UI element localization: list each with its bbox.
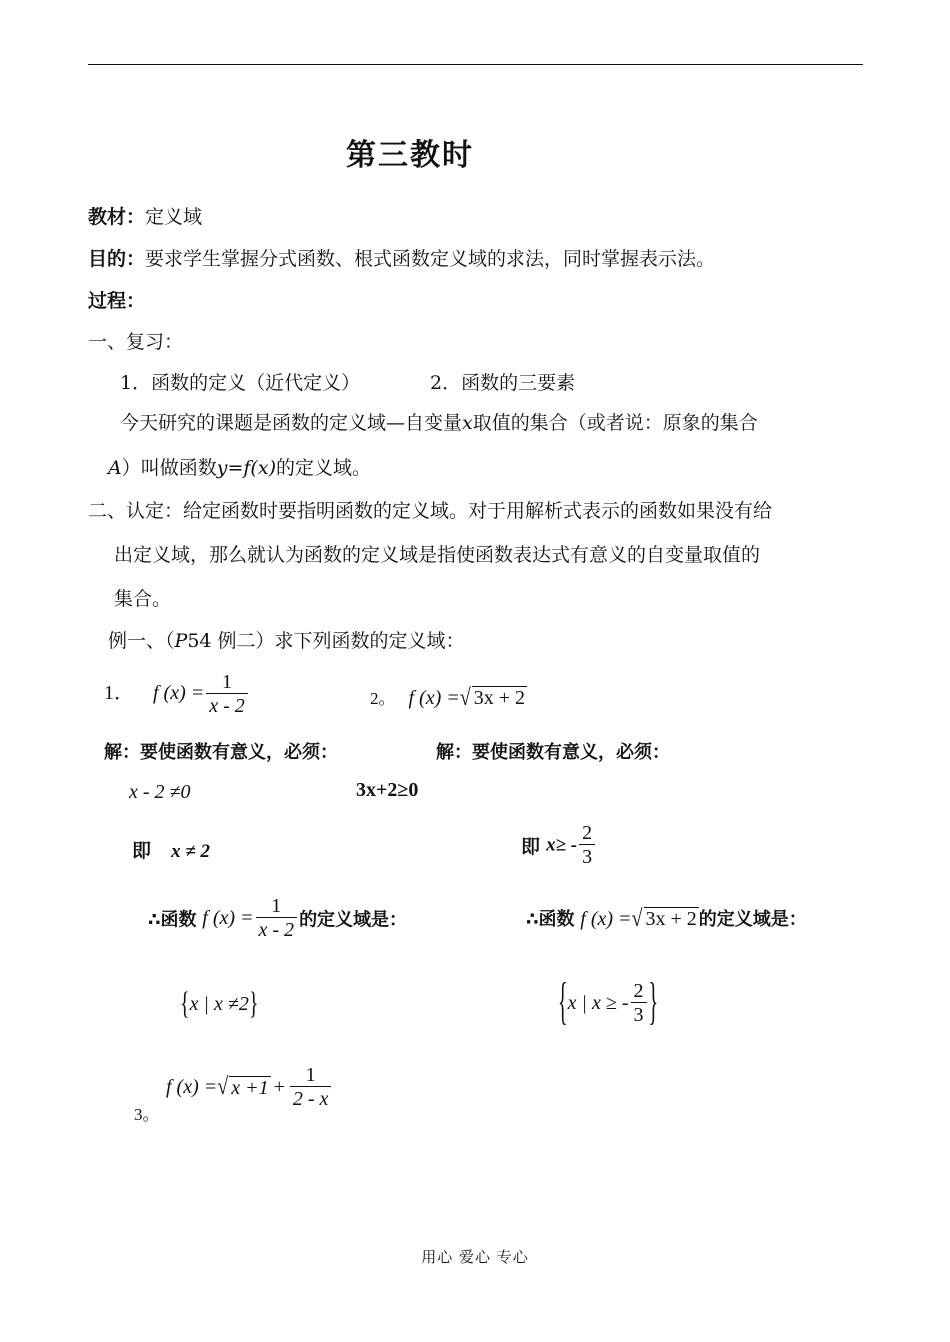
definition-line3: 集合。 — [114, 588, 172, 610]
problem1-formula — [104, 671, 250, 718]
material-label: 教材： — [88, 206, 146, 228]
review-item-1: 1．函数的定义（近代定义） — [120, 372, 361, 394]
set-A: A — [108, 457, 122, 479]
problem2-result-fraction: $\frac{2}{3}$ — [579, 822, 595, 869]
material-line — [88, 202, 202, 232]
problem1-domain-set: {x | x ≠2} — [180, 986, 259, 1022]
problem3-formula: f (x) =√ x +1 + $\frac{1}{2 - x}$ — [166, 1064, 333, 1111]
problem2-condition: 3x+2≥0 — [356, 779, 419, 801]
problem3-number: 3。 — [134, 1105, 160, 1124]
func-y: y=f(x) — [216, 457, 276, 479]
problem1-condition: x - 2 ≠0 — [129, 781, 191, 803]
problem2-result: x≥ - — [546, 834, 578, 856]
problem2-lhs: f (x) = — [408, 687, 460, 709]
material-value: 定义域 — [145, 206, 203, 228]
page-footer: 用心 爱心 专心 — [421, 1248, 529, 1266]
goal-value: 要求学生掌握分式函数、根式函数定义域的求法，同时掌握表示法。 — [145, 248, 716, 270]
review-item-2: 2．函数的三要素 — [430, 372, 576, 394]
problem2-result-line: 即 x≥ - $\frac{2}{3}$ — [521, 822, 597, 869]
topic-paragraph-line1: 今天研究的课题是函数的定义域—自变量x取值的集合（或者说：原象的集合 — [120, 412, 758, 434]
goal-label: 目的： — [88, 248, 146, 270]
problem1-conclusion-fraction: $\frac{1}{x - 2}$ — [256, 895, 298, 942]
problem1-solution-label: 解：要使函数有意义，必须： — [104, 742, 338, 763]
problem2-domain-set: {x | x ≥ - $\frac{2}{3}$ } — [558, 973, 659, 1031]
goal-line — [88, 244, 715, 274]
problem2-formula: 2。 f (x) =√ 3x + 2 — [370, 684, 526, 712]
definition-line1: 二、认定：给定函数时要指明函数的定义域。对于用解析式表示的函数如果没有给 — [88, 500, 773, 522]
problem3-fraction: $\frac{1}{2 - x}$ — [290, 1064, 332, 1111]
problem1-fraction: $\frac{1}{x - 2}$ — [206, 671, 248, 718]
process-label: 过程： — [88, 290, 146, 312]
header-rule — [88, 64, 863, 65]
problem2-radicand: 3x + 2 — [473, 687, 526, 709]
problem2-number: 2。 — [370, 689, 396, 708]
problem1-number: 1． — [104, 682, 134, 705]
page-title: 第三教时 — [346, 138, 474, 173]
var-x: x — [462, 412, 473, 434]
problem1-result: x ≠ 2 — [171, 841, 210, 862]
problem2-conclusion: ∴函数 f (x) =√ 3x + 2 的定义域是： — [526, 905, 807, 933]
problem1-conclusion: ∴函数 f (x) = $\frac{1}{x - 2}$ 的定义域是： — [148, 895, 408, 941]
topic-paragraph-line2: A）叫做函数y=f(x)的定义域。 — [108, 457, 371, 479]
example-heading: 例一、（P54 例二）求下列函数的定义域： — [108, 630, 465, 652]
problem3-radicand: x +1 — [231, 1077, 269, 1099]
definition-line2: 出定义域，那么就认为函数的定义域是指使函数表达式有意义的自变量取值的 — [114, 544, 761, 566]
problem1-result-line: 即 x ≠ 2 — [132, 840, 210, 862]
problem1-lhs: f (x) = — [153, 682, 205, 705]
problem2-solution-label: 解：要使函数有意义，必须： — [436, 742, 670, 763]
review-heading: 一、复习： — [88, 331, 184, 353]
